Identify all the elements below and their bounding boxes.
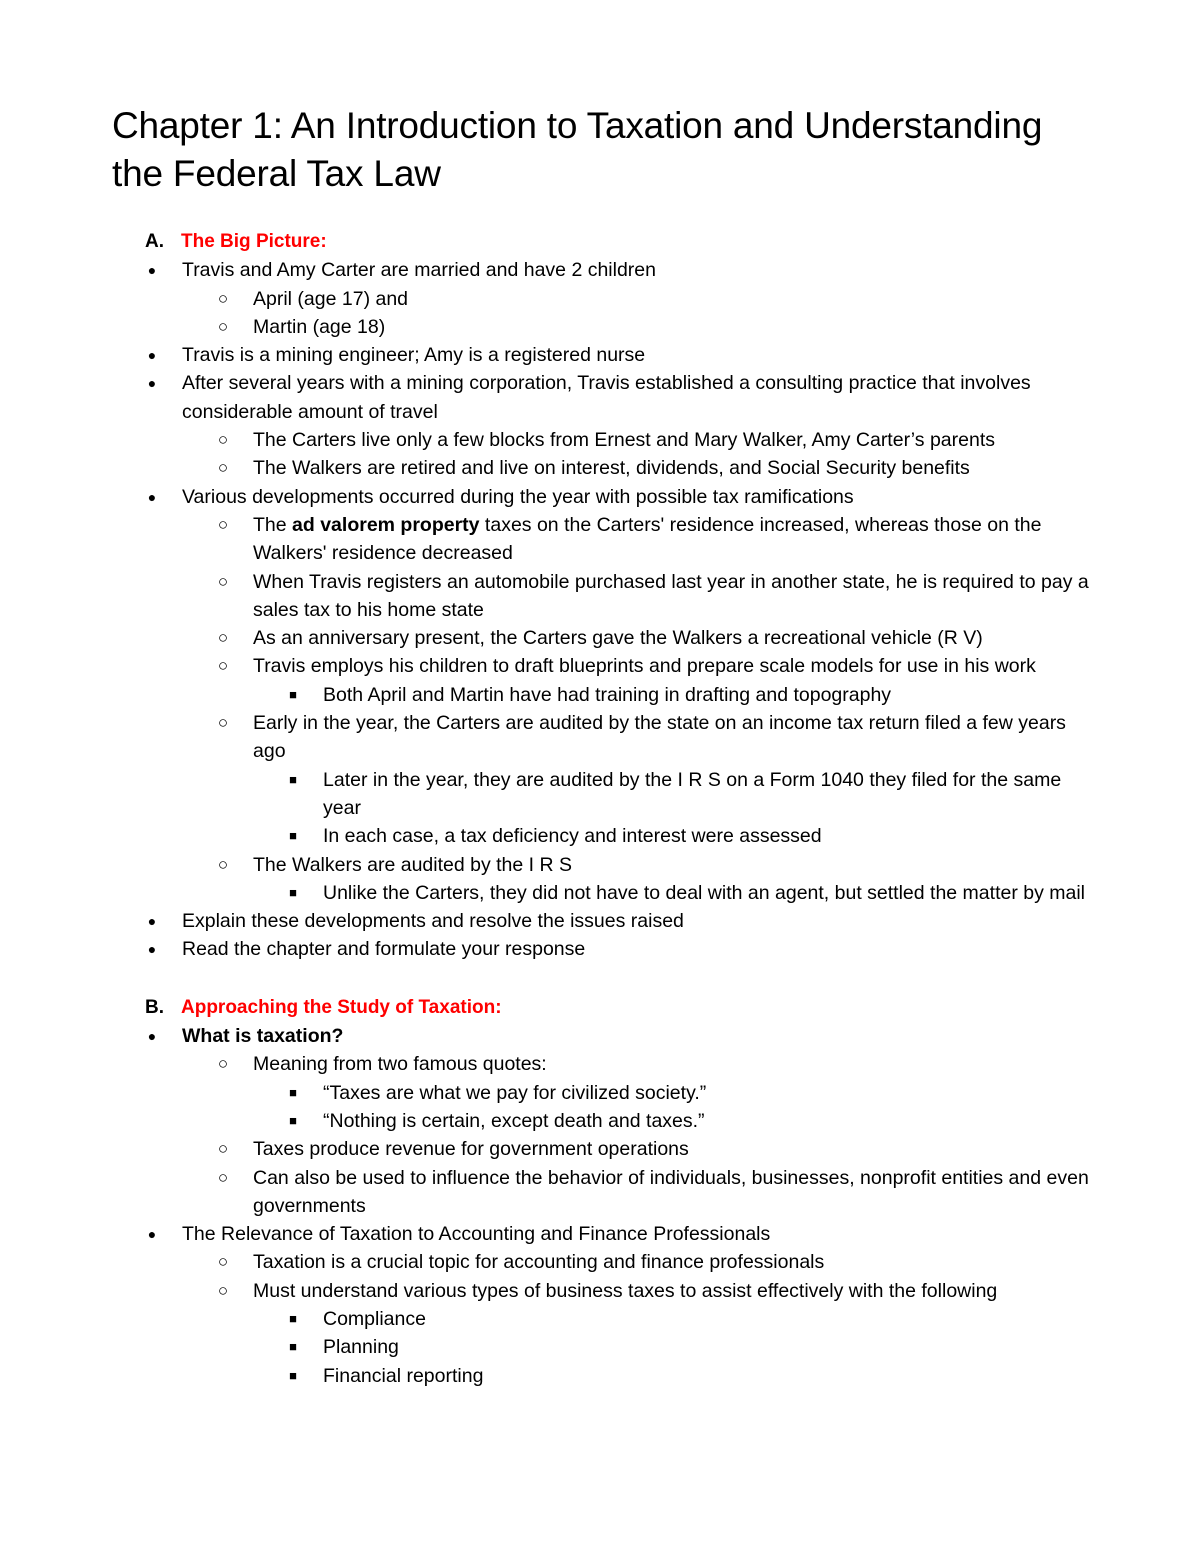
bullet-level3-icon: ■ bbox=[289, 1339, 297, 1355]
bullet-level1-icon: ● bbox=[147, 488, 157, 505]
list-item bbox=[112, 1305, 1102, 1333]
section-b-list bbox=[112, 1022, 1102, 1390]
list-item-text: Meaning from two famous quotes: bbox=[253, 1053, 547, 1076]
list-item-bold-text: ad valorem property bbox=[292, 513, 480, 536]
bullet-level3-icon: ■ bbox=[289, 771, 297, 787]
list-item-text: The Walkers are retired and live on interest, dividends, and Social Security benefits bbox=[253, 457, 970, 480]
list-item bbox=[112, 1333, 1102, 1361]
list-item bbox=[112, 681, 1102, 709]
section-a-list bbox=[112, 256, 1102, 963]
list-item bbox=[112, 1022, 1102, 1050]
list-item bbox=[112, 1248, 1102, 1276]
list-item-text: The Carters live only a few blocks from Ernest and Mary Walker, Amy Carter’s parents bbox=[253, 429, 995, 452]
list-item bbox=[112, 709, 1102, 766]
list-item-text: Read the chapter and formulate your response bbox=[182, 938, 586, 961]
bullet-level1-icon: ● bbox=[147, 1028, 157, 1045]
list-item bbox=[112, 1362, 1102, 1390]
list-item-text: Travis and Amy Carter are married and have 2 children bbox=[182, 259, 656, 282]
list-item-text: The Walkers are audited by the I R S bbox=[253, 853, 573, 876]
bullet-level2-icon: ○ bbox=[217, 1054, 229, 1074]
bullet-level2-icon: ○ bbox=[217, 854, 229, 874]
bullet-level1-icon: ● bbox=[147, 913, 157, 930]
bullet-level1-icon: ● bbox=[147, 1226, 157, 1243]
list-item bbox=[112, 935, 1102, 963]
list-item bbox=[112, 1079, 1102, 1107]
list-item-text: Can also be used to influence the behavior of individuals, businesses, nonprofit entities and even governments bbox=[253, 1166, 1089, 1217]
list-item-text: The bbox=[253, 513, 293, 536]
section-b-letter: B. bbox=[145, 996, 164, 1018]
list-item-text: “Nothing is certain, except death and taxes.” bbox=[323, 1109, 705, 1132]
list-item-text: As an anniversary present, the Carters gave the Walkers a recreational vehicle (R V) bbox=[253, 627, 983, 650]
list-item-text: taxes on the Carters' residence increased, whereas those on the Walkers' residence decreased bbox=[253, 513, 1042, 565]
list-item bbox=[112, 1164, 1102, 1221]
document-page bbox=[112, 102, 1102, 1390]
list-item-text: Compliance bbox=[323, 1307, 426, 1330]
list-item-text: Later in the year, they are audited by the I R S on a Form 1040 they filed for the same year bbox=[323, 768, 1062, 819]
list-item bbox=[112, 624, 1102, 652]
bullet-level3-icon: ■ bbox=[289, 1367, 297, 1383]
bullet-level3-icon: ■ bbox=[289, 686, 297, 702]
list-item bbox=[112, 426, 1102, 454]
list-item-text: Travis employs his children to draft blueprints and prepare scale models for use in his work bbox=[253, 655, 1036, 678]
list-item bbox=[112, 1135, 1102, 1163]
list-item bbox=[112, 369, 1102, 426]
bullet-level3-icon: ■ bbox=[289, 828, 297, 844]
bullet-level2-icon: ○ bbox=[217, 1280, 229, 1300]
bullet-level1-icon: ● bbox=[147, 375, 157, 392]
list-item-text: Various developments occurred during the year with possible tax ramifications bbox=[182, 485, 854, 508]
list-item bbox=[112, 822, 1102, 850]
list-item-text: April (age 17) and bbox=[253, 287, 409, 310]
section-a-heading bbox=[112, 228, 1102, 256]
section-a-title: The Big Picture: bbox=[181, 231, 327, 252]
bullet-level2-icon: ○ bbox=[217, 713, 229, 733]
list-item bbox=[112, 313, 1102, 341]
bullet-level2-icon: ○ bbox=[217, 514, 229, 534]
list-item bbox=[112, 652, 1102, 680]
bullet-level3-icon: ■ bbox=[289, 1310, 297, 1326]
bullet-level1-icon: ● bbox=[147, 941, 157, 958]
bullet-level2-icon: ○ bbox=[217, 1167, 229, 1187]
list-item bbox=[112, 285, 1102, 313]
bullet-level3-icon: ■ bbox=[289, 884, 297, 900]
bullet-level2-icon: ○ bbox=[217, 288, 229, 308]
bullet-level3-icon: ■ bbox=[289, 1112, 297, 1128]
bullet-level2-icon: ○ bbox=[217, 430, 229, 450]
list-item-text: Martin (age 18) bbox=[253, 315, 386, 338]
list-item-text: In each case, a tax deficiency and interest were assessed bbox=[323, 825, 822, 848]
list-item bbox=[112, 1220, 1102, 1248]
list-item-text: Early in the year, the Carters are audited by the state on an income tax return filed a few years ago bbox=[253, 712, 1066, 763]
bullet-level2-icon: ○ bbox=[217, 316, 229, 336]
list-item bbox=[112, 454, 1102, 482]
list-item-text: After several years with a mining corporation, Travis established a consulting practice that involves considerable amount of travel bbox=[182, 372, 1031, 423]
list-item bbox=[112, 256, 1102, 284]
bullet-level3-icon: ■ bbox=[289, 1084, 297, 1100]
list-item-text: Both April and Martin have had training in drafting and topography bbox=[323, 683, 892, 706]
list-item bbox=[112, 341, 1102, 369]
bullet-level1-icon: ● bbox=[147, 262, 157, 279]
list-item-text: Must understand various types of business taxes to assist effectively with the following bbox=[253, 1279, 998, 1302]
list-item bbox=[112, 766, 1102, 823]
bullet-level2-icon: ○ bbox=[217, 1252, 229, 1272]
section-a-letter: A. bbox=[145, 231, 164, 252]
bullet-level2-icon: ○ bbox=[217, 656, 229, 676]
section-b-heading bbox=[112, 994, 1102, 1022]
list-item-text: The Relevance of Taxation to Accounting and Finance Professionals bbox=[182, 1223, 771, 1246]
list-item-text: Financial reporting bbox=[323, 1364, 484, 1387]
list-item bbox=[112, 879, 1102, 907]
list-item bbox=[112, 511, 1102, 568]
list-item-text: Travis is a mining engineer; Amy is a registered nurse bbox=[182, 344, 646, 367]
list-item-text: What is taxation? bbox=[182, 1025, 344, 1048]
list-item-text: “Taxes are what we pay for civilized society.” bbox=[323, 1081, 707, 1104]
list-item-text: Planning bbox=[323, 1336, 399, 1359]
list-item-text: Taxation is a crucial topic for accounting and finance professionals bbox=[253, 1251, 825, 1274]
bullet-level2-icon: ○ bbox=[217, 571, 229, 591]
list-item bbox=[112, 483, 1102, 511]
bullet-level2-icon: ○ bbox=[217, 1139, 229, 1159]
bullet-level2-icon: ○ bbox=[217, 458, 229, 478]
list-item bbox=[112, 568, 1102, 625]
bullet-level2-icon: ○ bbox=[217, 628, 229, 648]
list-item bbox=[112, 851, 1102, 879]
list-item-text: Taxes produce revenue for government operations bbox=[253, 1138, 689, 1161]
list-item-text: Explain these developments and resolve the issues raised bbox=[182, 910, 684, 933]
list-item bbox=[112, 1277, 1102, 1305]
section-gap bbox=[112, 964, 1102, 994]
document-title: Chapter 1: An Introduction to Taxation and Understanding the Federal Tax Law bbox=[112, 105, 1043, 194]
list-item bbox=[112, 1107, 1102, 1135]
list-item-text: When Travis registers an automobile purchased last year in another state, he is required to pay a sales tax to his home state bbox=[253, 570, 1089, 621]
section-b-title: Approaching the Study of Taxation: bbox=[181, 996, 502, 1018]
bullet-level1-icon: ● bbox=[147, 347, 157, 364]
list-item bbox=[112, 907, 1102, 935]
list-item bbox=[112, 1050, 1102, 1078]
list-item-text: Unlike the Carters, they did not have to deal with an agent, but settled the matter by mail bbox=[323, 881, 1086, 904]
